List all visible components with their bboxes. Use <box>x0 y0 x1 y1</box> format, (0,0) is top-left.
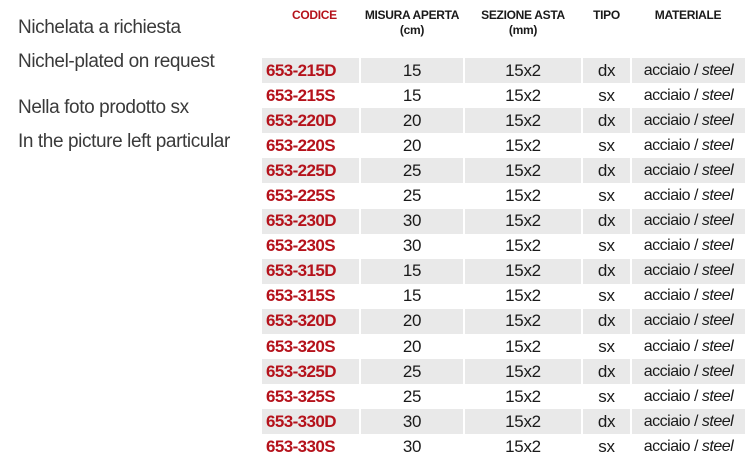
opening-cell: 20 <box>360 133 464 158</box>
opening-cell: 15 <box>360 259 464 284</box>
table-row <box>262 384 745 409</box>
material-cell <box>631 384 745 409</box>
material-it: acciaio <box>643 362 691 380</box>
table-row <box>262 183 745 208</box>
table-row <box>262 209 745 234</box>
type-cell: dx <box>582 359 631 384</box>
type-cell: dx <box>582 108 631 133</box>
material-en: steel <box>701 412 734 430</box>
opening-cell: 30 <box>360 234 464 259</box>
table-row <box>262 58 745 83</box>
table-row <box>262 434 745 459</box>
material-en: steel <box>701 337 734 355</box>
material-en: steel <box>701 161 734 179</box>
code-cell: 653-230D <box>262 209 360 234</box>
type-cell: dx <box>582 58 631 83</box>
material-separator: / <box>690 136 702 154</box>
section-cell: 15x2 <box>464 384 582 409</box>
table-row <box>262 234 745 259</box>
material-separator: / <box>690 287 702 305</box>
type-cell: sx <box>582 384 631 409</box>
material-separator: / <box>690 212 702 230</box>
code-cell: 653-325S <box>262 384 360 409</box>
section-cell: 15x2 <box>464 309 582 334</box>
code-cell: 653-315S <box>262 284 360 309</box>
header-section-unit: (mm) <box>508 23 538 37</box>
material-cell <box>631 58 745 83</box>
material-en: steel <box>701 387 734 405</box>
material-it: acciaio <box>643 61 691 79</box>
material-it: acciaio <box>643 262 691 280</box>
header-opening <box>360 0 464 58</box>
table-row <box>262 83 745 108</box>
material-en: steel <box>701 287 734 305</box>
type-cell: sx <box>582 234 631 259</box>
material-cell <box>631 83 745 108</box>
section-cell: 15x2 <box>464 108 582 133</box>
material-en: steel <box>701 437 734 455</box>
header-opening-label: MISURA APERTA <box>364 8 460 22</box>
section-cell: 15x2 <box>464 409 582 434</box>
header-section <box>464 0 582 58</box>
header-type: TIPO <box>582 0 631 58</box>
material-cell <box>631 309 745 334</box>
material-en: steel <box>701 212 734 230</box>
note-photo-it: Nella foto prodotto sx <box>18 97 189 118</box>
type-cell: sx <box>582 284 631 309</box>
material-en: steel <box>701 136 734 154</box>
section-cell: 15x2 <box>464 183 582 208</box>
material-cell <box>631 108 745 133</box>
material-it: acciaio <box>643 187 691 205</box>
type-cell: sx <box>582 434 631 459</box>
section-cell: 15x2 <box>464 234 582 259</box>
section-cell: 15x2 <box>464 259 582 284</box>
table-row <box>262 309 745 334</box>
material-en: steel <box>701 86 734 104</box>
material-cell <box>631 284 745 309</box>
note-photo-en: In the picture left particular <box>18 131 230 152</box>
code-cell: 653-320S <box>262 334 360 359</box>
material-cell <box>631 259 745 284</box>
material-cell <box>631 409 745 434</box>
code-cell: 653-320D <box>262 309 360 334</box>
opening-cell: 15 <box>360 83 464 108</box>
material-it: acciaio <box>643 86 691 104</box>
section-cell: 15x2 <box>464 209 582 234</box>
spec-table <box>262 0 745 460</box>
section-cell: 15x2 <box>464 359 582 384</box>
section-cell: 15x2 <box>464 83 582 108</box>
material-en: steel <box>701 362 734 380</box>
material-separator: / <box>690 362 702 380</box>
code-cell: 653-215D <box>262 58 360 83</box>
material-en: steel <box>701 312 734 330</box>
table-row <box>262 284 745 309</box>
material-en: steel <box>701 237 734 255</box>
material-cell <box>631 434 745 459</box>
code-cell: 653-325D <box>262 359 360 384</box>
header-section-label: SEZIONE ASTA <box>481 8 565 22</box>
type-cell: sx <box>582 83 631 108</box>
code-cell: 653-330D <box>262 409 360 434</box>
opening-cell: 15 <box>360 284 464 309</box>
table-row <box>262 409 745 434</box>
opening-cell: 20 <box>360 108 464 133</box>
material-it: acciaio <box>643 437 691 455</box>
opening-cell: 25 <box>360 359 464 384</box>
opening-cell: 25 <box>360 183 464 208</box>
table-row <box>262 108 745 133</box>
type-cell: dx <box>582 259 631 284</box>
material-it: acciaio <box>643 212 691 230</box>
type-cell: dx <box>582 409 631 434</box>
code-cell: 653-225S <box>262 183 360 208</box>
material-it: acciaio <box>643 136 691 154</box>
opening-cell: 20 <box>360 334 464 359</box>
material-cell <box>631 183 745 208</box>
header-code: CODICE <box>262 0 360 58</box>
opening-cell: 15 <box>360 58 464 83</box>
type-cell: dx <box>582 309 631 334</box>
material-it: acciaio <box>643 337 691 355</box>
code-cell: 653-220D <box>262 108 360 133</box>
code-cell: 653-225D <box>262 158 360 183</box>
material-separator: / <box>690 312 702 330</box>
material-cell <box>631 234 745 259</box>
material-it: acciaio <box>643 312 691 330</box>
material-en: steel <box>701 111 734 129</box>
material-cell <box>631 359 745 384</box>
opening-cell: 30 <box>360 409 464 434</box>
table-row <box>262 259 745 284</box>
opening-cell: 30 <box>360 434 464 459</box>
material-separator: / <box>690 237 702 255</box>
type-cell: dx <box>582 209 631 234</box>
material-it: acciaio <box>643 111 691 129</box>
section-cell: 15x2 <box>464 58 582 83</box>
table-row <box>262 359 745 384</box>
material-cell <box>631 209 745 234</box>
material-separator: / <box>690 161 702 179</box>
section-cell: 15x2 <box>464 284 582 309</box>
material-separator: / <box>690 337 702 355</box>
opening-cell: 30 <box>360 209 464 234</box>
material-it: acciaio <box>643 387 691 405</box>
section-cell: 15x2 <box>464 133 582 158</box>
material-en: steel <box>701 187 734 205</box>
material-it: acciaio <box>643 237 691 255</box>
material-separator: / <box>690 387 702 405</box>
table-row <box>262 158 745 183</box>
material-separator: / <box>690 262 702 280</box>
material-separator: / <box>690 61 702 79</box>
header-material: MATERIALE <box>631 0 745 58</box>
section-cell: 15x2 <box>464 434 582 459</box>
code-cell: 653-330S <box>262 434 360 459</box>
material-cell <box>631 158 745 183</box>
material-it: acciaio <box>643 287 691 305</box>
opening-cell: 25 <box>360 158 464 183</box>
material-en: steel <box>701 262 734 280</box>
material-it: acciaio <box>643 161 691 179</box>
opening-cell: 20 <box>360 309 464 334</box>
material-separator: / <box>690 111 702 129</box>
material-it: acciaio <box>643 412 691 430</box>
code-cell: 653-220S <box>262 133 360 158</box>
material-separator: / <box>690 86 702 104</box>
header-row <box>262 0 745 58</box>
material-en: steel <box>701 61 734 79</box>
table-row <box>262 133 745 158</box>
header-opening-unit: (cm) <box>399 23 425 37</box>
type-cell: sx <box>582 334 631 359</box>
type-cell: sx <box>582 183 631 208</box>
material-separator: / <box>690 187 702 205</box>
note-nickel-en: Nichel-plated on request <box>18 51 215 72</box>
type-cell: dx <box>582 158 631 183</box>
material-separator: / <box>690 437 702 455</box>
section-cell: 15x2 <box>464 334 582 359</box>
table-body <box>262 58 745 460</box>
material-cell <box>631 133 745 158</box>
code-cell: 653-215S <box>262 83 360 108</box>
note-nickel-it: Nichelata a richiesta <box>18 17 181 38</box>
material-cell <box>631 334 745 359</box>
table-row <box>262 334 745 359</box>
code-cell: 653-315D <box>262 259 360 284</box>
code-cell: 653-230S <box>262 234 360 259</box>
material-separator: / <box>690 412 702 430</box>
opening-cell: 25 <box>360 384 464 409</box>
section-cell: 15x2 <box>464 158 582 183</box>
type-cell: sx <box>582 133 631 158</box>
